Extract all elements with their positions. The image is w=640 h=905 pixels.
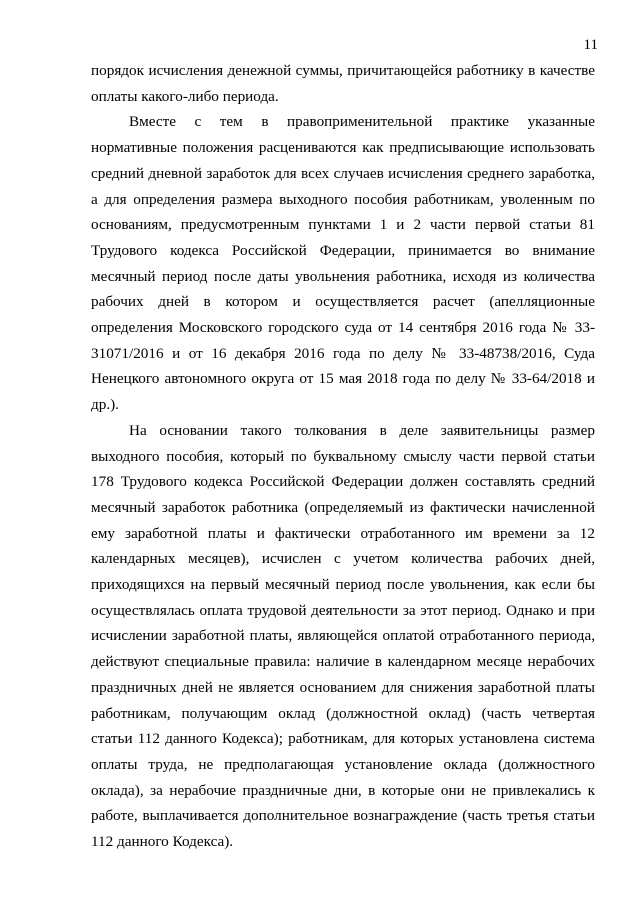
- paragraph-interpretation: На основании такого толкования в деле заявительницы размер выходного пособия, который по буквальному смыслу части первой статьи 178 Трудового кодекса Российской Федерации должен составлять средний месячный заработок работника (определяемый из фактически начисленной ему заработной платы и фактически отработанного им времени за 12 календарных месяцев), исчислен с учетом количества рабочих дней, приходящихся на первый месячный период после увольнения, как если бы осуществлялась оплата трудовой деятельности за этот период. Однако и при исчислении заработной платы, являющейся оплатой отработанного периода, действуют специальные правила: наличие в календарном месяце нерабочих праздничных дней не является основанием для снижения заработной платы работникам, получающим оклад (должностной оклад) (часть четвертая статьи 112 данного Кодекса); работникам, для которых установлена система оплаты труда, не предполагающая установление оклада (должностного оклада), за нерабочие праздничные дни, в которые они не привлекались к работе, выплачивается дополнительное вознаграждение (часть третья статьи 112 данного Кодекса).: [91, 421, 595, 851]
- document-body: [91, 58, 595, 855]
- page-number: 11: [583, 37, 598, 53]
- paragraph-practice: Вместе с тем в правоприменительной практике указанные нормативные положения расцениваются как предписывающие использовать средний дневной заработок для всех случаев исчисления среднего заработка, а для определения размера выходного пособия работникам, уволенным по основаниям, предусмотренным пунктами 1 и 2 части первой статьи 81 Трудового кодекса Российской Федерации, принимается во внимание месячный период после даты увольнения работника, исходя из количества рабочих дней в котором и осуществляется расчет (апелляционные определения Московского городского суда от 14 сентября 2016 года № 33-31071/2016 и от 16 декабря 2016 года по делу № 33-48738/2016, Суда Ненецкого автономного округа от 15 мая 2018 года по делу № 33-64/2018 и др.).: [91, 113, 595, 414]
- paragraph-continuation: порядок исчисления денежной суммы, причитающейся работнику в качестве оплаты какого-либо периода.: [91, 62, 595, 105]
